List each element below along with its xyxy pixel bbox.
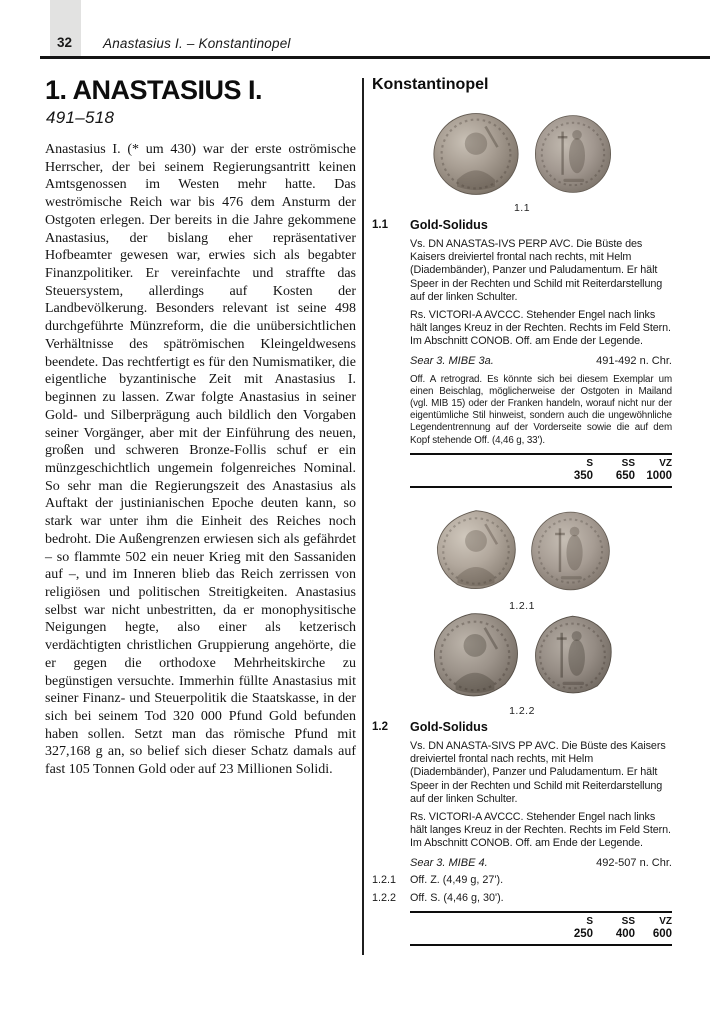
price-vz: 600	[652, 927, 672, 940]
mint-heading: Konstantinopel	[372, 76, 489, 93]
figure-caption: 1.2.2	[509, 705, 535, 717]
entry-title: Gold-Solidus	[410, 218, 488, 232]
coin-reverse-photo	[530, 510, 611, 592]
reverse-description: Rs. VICTORI-A AVCCC. Stehender Engel nach links hält langes Kreuz in der Rechten. Rechts im Feld Stern. Im Abschnitt CONOB. Off. am Ende der Legende.	[410, 309, 671, 348]
header-rule	[40, 56, 710, 59]
coin-pair	[372, 507, 672, 595]
dating: 491-492 n. Chr.	[596, 354, 672, 367]
price-table	[410, 911, 672, 946]
price-ss: 400	[615, 927, 635, 940]
reference-citation: Sear 3. MIBE 3a.	[410, 354, 494, 367]
coin-obverse-photo	[431, 612, 519, 700]
running-head: Anastasius I. – Konstantinopel	[103, 36, 291, 51]
grade-vz-header: VZ	[659, 915, 672, 927]
entry-number: 1.1	[372, 219, 388, 231]
entry-title: Gold-Solidus	[410, 720, 488, 734]
figure-caption: 1.2.1	[509, 600, 535, 612]
price-table-header	[410, 916, 672, 927]
catalog-entry-1-2	[372, 720, 672, 946]
coin-reverse-photo	[531, 614, 614, 698]
variant-number: 1.2.1	[372, 873, 397, 886]
price-table	[410, 453, 672, 488]
obverse-description: Vs. DN ANASTAS-IVS PERP AVC. Die Büste des Kaisers dreiviertel frontal nach rechts, mit Helm (Diadembänder), Panzer und Paludamentum. Er hält Speer in der Rechten und Schild mit Reiterdarstellung auf der linken Schulter.	[410, 238, 663, 303]
figure-caption: 1.1	[513, 202, 531, 214]
grade-vz-header: VZ	[659, 457, 672, 469]
variant-text: Off. S. (4,46 g, 30').	[410, 891, 504, 904]
reference-row	[410, 355, 672, 367]
coin-reverse-photo	[533, 111, 613, 197]
dating: 492-507 n. Chr.	[596, 856, 672, 869]
entry-note: Off. A retrograd. Es könnte sich bei diesem Exemplar um einen Beischlag, möglicherweise der Ostgoten in Mailand (vgl. MIB 15) oder der Franken handeln, worauf nicht nur der eigentümliche Stil hinweist, sondern auch die ungewöhnliche Legendentrennung auf der Vorderseite sowie die auf dem Kopf stehende Off. (4,46 g, 33').	[410, 373, 672, 446]
catalog-entry-1-1	[372, 218, 672, 488]
entry-number: 1.2	[372, 721, 388, 733]
coin-figure-1-2-1	[372, 507, 672, 612]
coin-pair	[372, 612, 672, 700]
price-s: 250	[573, 927, 593, 940]
variant-row	[372, 891, 672, 905]
reverse-description: Rs. VICTORI-A AVCCC. Stehender Engel nach links hält langes Kreuz in der Rechten. Rechts im Feld Stern. Im Abschnitt CONOB. Off. am Ende der Legende.	[410, 811, 671, 850]
coin-figure-1-2-2	[372, 612, 672, 717]
grade-ss-header: SS	[621, 457, 635, 469]
variant-row	[372, 873, 672, 887]
variant-number: 1.2.2	[372, 891, 397, 904]
price-vz: 1000	[646, 469, 672, 482]
price-table-header	[410, 458, 672, 469]
grade-ss-header: SS	[621, 915, 635, 927]
reference-row	[410, 857, 672, 869]
chapter-title: 1. ANASTASIUS I.	[45, 75, 263, 105]
right-column	[372, 75, 672, 975]
price-ss: 650	[615, 469, 635, 482]
introduction-paragraph: Anastasius I. (* um 430) war der erste oströmische Herrscher, der bei seinem Regierungsantritt keinen Amtsgenossen im Westen mehr hatte. Das weströmische Reich war bis 476 dem Ansturm der Ostgoten erlegen. Der bereits in die Jahre gekommene Anastasius, der bislang eher repräsentativer Hofbeamter gewesen war, erwies sich als begabter Finanzpolitiker. Er vereinfachte und straffte das Steuersystem, allerdings auf Kosten der Landbevölkerung. Besonders relevant ist seine 498 durchgeführte Münzreform, die die unübersichtlichen Verhältnisse des spätrömischen Kleingeldwesens beendete. Das rechtfertigt es für den Numismatiker, die eigentliche byzantinische Zeit mit Anastasius I. beginnen zu lassen. Zwar folgte Anastasius in seiner Gold- und Silberprägung auch bildlich den Vorgaben seiner Vorgänger, aber mit der Einführung des neuen, großen und schweren Bronze-Follis schuf er ein münzgeschichtlich ungemein folgenreiches Nominal. So sehr man die Regierungszeit des Anastasius als Auftakt der justinianischen Epoche deuten kann, so stark war unter ihm die Einheit des Reiches noch bedroht. Die Außengrenzen erwiesen sich als gefährdet – so flammte 502 ein neuer Krieg mit den Sassaniden auf –, und im Inneren blieb das Reich zerrissen von religiösen und politischen Streitigkeiten. Anastasius selbst war nicht unbestritten, da er monophysitische Neigungen hegte, also einer als ketzerisch verdächtigten christlichen Gruppierung angehörte, die er gegen die orthodoxe Mehrheitskirche zu begünstigen versuchte. Immerhin füllte Anastasius mit seiner Finanz- und Steuerpolitik die Staatskasse, in der sich bei seinem Tod 320 000 Pfund Gold befunden haben sollen. Setzt man das römische Pfund mit 327,168 g an, so belief sich dieser Schatz damals auf fast 105 Tonnen Gold oder auf 23 Millionen Solidi.	[45, 142, 356, 778]
reference-citation: Sear 3. MIBE 4.	[410, 856, 488, 869]
price-table-values	[410, 470, 672, 482]
reign-dates: 491–518	[46, 108, 115, 127]
coin-obverse-photo	[434, 507, 518, 595]
obverse-description: Vs. DN ANASTA-SIVS PP AVC. Die Büste des Kaisers dreiviertel frontal nach rechts, mit Helm (Diadembänder), Panzer und Paludamentum. Er hält Speer in der Rechten und Schild mit Reiterdarstellung auf der linken Schulter.	[410, 740, 666, 805]
coin-pair	[372, 111, 672, 197]
left-column	[45, 76, 356, 779]
coin-figure-1-1	[372, 111, 672, 214]
price-table-values	[410, 928, 672, 940]
coin-obverse-photo	[431, 111, 521, 197]
price-s: 350	[573, 469, 593, 482]
column-divider	[362, 78, 364, 955]
variant-text: Off. Z. (4,49 g, 27').	[410, 873, 504, 886]
page-number: 32	[56, 35, 73, 50]
grade-s-header: S	[586, 915, 593, 927]
grade-s-header: S	[586, 457, 593, 469]
